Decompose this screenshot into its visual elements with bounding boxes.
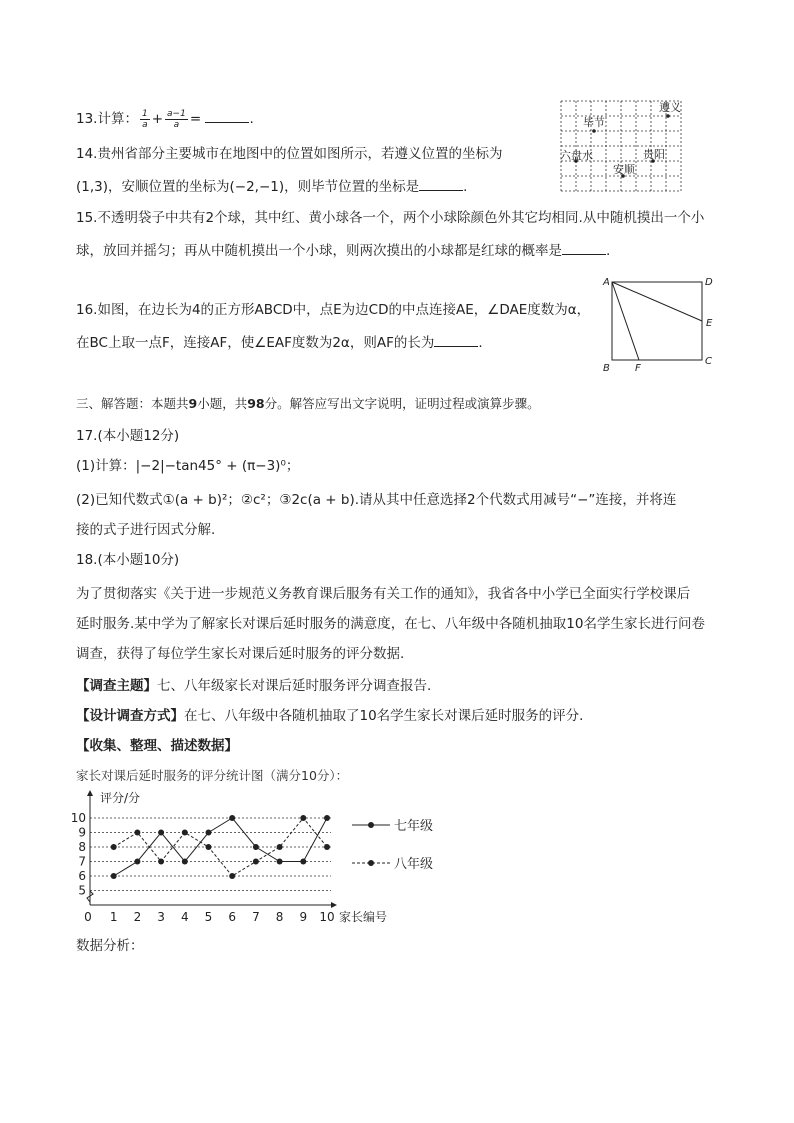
zunyi-point [666, 114, 670, 118]
point-e-label: E [706, 318, 713, 329]
q15-suffix: . [606, 243, 611, 259]
series-1-point-10 [324, 815, 330, 821]
guizhou-map-grid [558, 98, 688, 192]
bijie-label: 毕节 [583, 116, 605, 129]
series-1-point-6 [229, 815, 235, 821]
vertex-b-label: B [603, 363, 610, 374]
vertex-d-label: D [705, 277, 713, 288]
point-f-label: F [635, 363, 641, 374]
q13-frac1-denominator: a [142, 119, 148, 130]
score-line-chart [70, 788, 434, 928]
q13-answer-blank [205, 108, 249, 123]
series-1-point-2 [134, 859, 140, 865]
series-2-point-3 [158, 859, 164, 865]
q16-answer-blank [434, 332, 478, 347]
question-17-header: 17.(本小题12分) [76, 428, 180, 444]
x-tick-label-3: 3 [157, 910, 165, 924]
question-18-topic [76, 676, 431, 696]
q13-fraction-1 [140, 109, 150, 130]
x-tick-label-9: 9 [299, 910, 308, 924]
vertex-c-label: C [705, 356, 712, 367]
series-1-point-4 [182, 859, 188, 865]
y-axis-label: 评分/分 [100, 791, 141, 805]
y-tick-label-5: 5 [78, 883, 86, 898]
q15-text: 球，放回并摇匀；再从中随机摸出一个小球，则两次摸出的小球都是红球的概率是 [76, 243, 562, 259]
method-tag: 【设计调查方式】 [76, 708, 184, 724]
series-2-point-9 [300, 815, 306, 821]
y-tick-label-9: 9 [78, 825, 86, 840]
x-tick-label-10: 10 [319, 910, 335, 924]
y-tick-label-7: 7 [78, 854, 86, 869]
q16-text: 在BC上取一点F，连接AF，使∠EAF度数为2α，则AF的长为 [76, 335, 435, 351]
legend-marker-1 [368, 822, 374, 828]
series-1-point-3 [158, 830, 164, 836]
x-tick-label-7: 7 [252, 910, 260, 924]
question-18-collect: 【收集、整理、描述数据】 [76, 738, 238, 754]
q13-fraction-2 [165, 109, 188, 130]
y-tick-label-6: 6 [78, 869, 86, 883]
question-15-line-1: 15.不透明袋子中共有2个球，其中红、黄小球各一个，两个小球除颜色外其它均相同.从中随机摸出一个小 [76, 210, 705, 226]
y-tick-label-8: 8 [78, 840, 86, 854]
legend-label-1: 七年级 [394, 819, 434, 834]
vertex-a-label: A [603, 277, 610, 288]
q13-plus: + [151, 111, 164, 127]
q13-frac1-numerator: 1 [141, 108, 148, 119]
q16-suffix: . [478, 335, 483, 351]
question-17-part-1: (1)计算：|−2|−tan45° + (π−3)⁰； [76, 458, 300, 474]
series-2-point-6 [229, 873, 235, 879]
series-1-point-7 [253, 844, 259, 850]
section-3-score: 98 [247, 396, 265, 411]
question-14-line-2 [76, 176, 467, 197]
x-tick-label-0: 0 [84, 910, 92, 924]
q13-suffix: . [249, 111, 254, 127]
legend-label-2: 八年级 [394, 857, 434, 872]
q13-prefix: 13.计算： [76, 111, 138, 127]
series-1-point-8 [277, 859, 283, 865]
x-tick-label-6: 6 [228, 910, 237, 924]
question-18-para-3: 调查，获得了每位学生家长对课后延时服务的评分数据. [76, 646, 405, 662]
series-1-point-5 [206, 830, 212, 836]
question-15-line-2 [76, 240, 610, 261]
question-18-para-1: 为了贯彻落实《关于进一步规范义务教育课后服务有关工作的通知》，我省各中小学已全面实行学校课后 [76, 586, 691, 602]
series-1-point-1 [111, 873, 117, 879]
section-3-mid: 小题，共 [197, 396, 248, 411]
legend-marker-2 [368, 860, 374, 866]
section-3-rest: 分。解答应写出文字说明，证明过程或演算步骤。 [264, 396, 540, 411]
x-tick-label-4: 4 [180, 910, 189, 924]
section-3-lead: 三、解答题：本题共 [76, 396, 189, 411]
question-17-part-2-line-2: 接的式子进行因式分解. [76, 522, 216, 538]
question-18-method [76, 706, 583, 726]
segment-ae [612, 282, 702, 321]
series-2-point-10 [324, 844, 330, 850]
method-text: 在七、八年级中各随机抽取了10名学生家长对课后延时服务的评分. [184, 708, 584, 724]
topic-text: 七、八年级家长对课后延时服务评分调查报告. [157, 678, 432, 694]
series-2-point-8 [277, 844, 283, 850]
series-2-point-7 [253, 859, 259, 865]
question-16-line-2 [76, 332, 483, 353]
liupanshui-label: 六盘水 [560, 149, 593, 162]
data-analysis-label: 数据分析： [76, 938, 144, 954]
section-3-count: 9 [188, 396, 198, 411]
y-tick-label-10: 10 [70, 811, 86, 825]
series-2-point-5 [206, 844, 212, 850]
section-3-header [76, 394, 540, 414]
question-18-para-2: 延时服务.某中学为了解家长对课后延时服务的满意度，在七、八年级中各随机抽取10名学生家长进行问卷 [76, 616, 705, 632]
series-2-point-2 [134, 830, 140, 836]
x-tick-label-5: 5 [204, 910, 213, 924]
y-axis-arrow [87, 790, 93, 796]
guiyang-label: 贵阳 [643, 148, 665, 161]
bijie-point [592, 129, 596, 133]
series-2-point-1 [111, 844, 117, 850]
question-17-part-2-line-1: (2)已知代数式①(a + b)²；②c²；③2c(a + b).请从其中任意选择2个代数式用减号“−”连接，并将连 [76, 492, 677, 508]
q13-frac2-numerator: a−1 [167, 108, 186, 119]
anshun-label: 安顺 [613, 163, 635, 176]
x-tick-label-2: 2 [133, 910, 142, 924]
question-16-line-1: 16.如图，在边长为4的正方形ABCD中，点E为边CD的中点连接AE，∠DAE度数为α， [76, 302, 591, 318]
topic-tag: 【调查主题】 [76, 678, 157, 694]
series-2-point-4 [182, 830, 188, 836]
zunyi-label: 遵义 [659, 101, 681, 114]
question-18-header: 18.(本小题10分) [76, 552, 180, 568]
q13-frac2-denominator: a [173, 119, 180, 130]
x-tick-label-1: 1 [109, 910, 118, 924]
x-tick-label-8: 8 [275, 910, 284, 924]
x-axis-label: 家长编号 [339, 910, 388, 924]
series-1-point-9 [300, 859, 306, 865]
x-axis-arrow [331, 902, 337, 908]
chart-caption: 家长对课后延时服务的评分统计图（满分10分）： [76, 768, 349, 783]
q13-equals: = [189, 111, 202, 127]
q15-answer-blank [562, 240, 606, 255]
question-13 [76, 108, 254, 130]
question-14-line-1: 14.贵州省部分主要城市在地图中的位置如图所示，若遵义位置的坐标为 [76, 146, 503, 162]
q14-suffix: . [463, 179, 468, 195]
q14-answer-blank [419, 176, 463, 191]
segment-af [612, 282, 639, 360]
q14-text: (1,3)，安顺位置的坐标为(−2,−1)，则毕节位置的坐标是 [76, 179, 420, 195]
square-abcd-figure [598, 272, 722, 376]
